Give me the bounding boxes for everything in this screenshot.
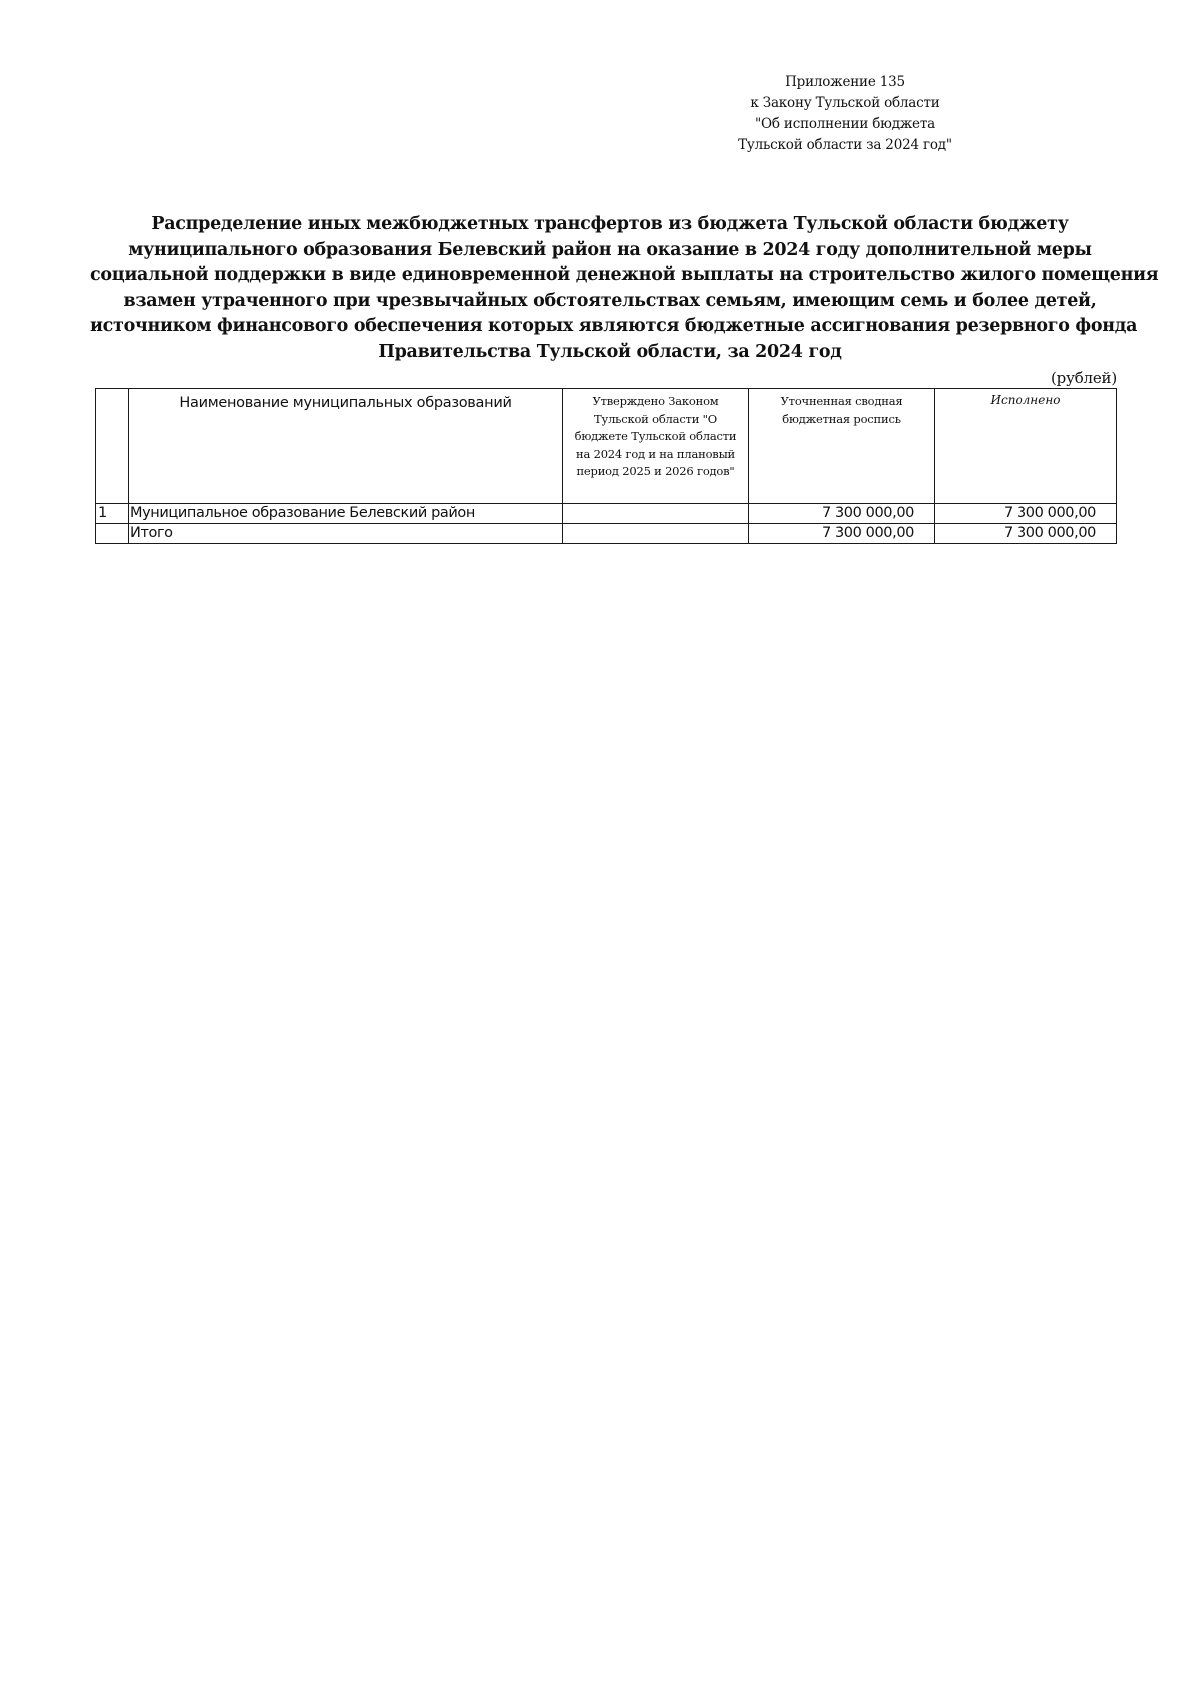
table-total-row [96,524,1117,544]
header-approved-line: на 2024 год и на плановый [576,446,735,461]
appendix-line: "Об исполнении бюджета [755,116,935,132]
appendix-line: Приложение 135 [785,74,905,90]
row-index: 1 [96,504,129,524]
title-line: Распределение иных межбюджетных трансфертов из бюджета Тульской области бюджету [151,214,1069,234]
title-line: взамен утраченного при чрезвычайных обстоятельствах семьям, имеющим семь и более детей, [123,290,1097,311]
units-label: (рублей) [1051,369,1117,387]
total-name: Итого [129,524,563,544]
header-approved-line: Утверждено Законом [592,394,719,408]
header-name: Наименование муниципальных образований [129,389,563,504]
header-index [96,389,129,504]
transfers-table [95,388,1117,544]
row-approved [563,504,749,524]
header-refined-line: Уточненная сводная [780,394,903,408]
header-executed: Исполнено [935,389,1117,504]
title-line: социальной поддержки в виде единовременной денежной выплаты на строительство жилого помещения [90,265,1159,285]
total-refined: 7 300 000,00 [749,524,935,544]
header-approved-line: период 2025 и 2026 годов" [576,464,735,478]
row-name: Муниципальное образование Белевский район [129,504,563,524]
total-executed: 7 300 000,00 [935,524,1117,544]
table-header-row [96,389,1117,504]
table-row [96,504,1117,524]
appendix-line: к Закону Тульской области [750,95,940,111]
header-refined [749,389,935,504]
document-title [90,212,1159,365]
header-approved-line: Тульской области "О [594,411,717,426]
row-refined: 7 300 000,00 [749,504,935,524]
total-index [96,524,129,544]
title-line: источником финансового обеспечения которых являются бюджетные ассигнования резервного фонда [90,316,1138,336]
header-approved [563,389,749,504]
row-executed: 7 300 000,00 [935,504,1117,524]
title-line: муниципального образования Белевский район на оказание в 2024 году дополнительной меры [128,239,1092,260]
header-approved-line: бюджете Тульской области [574,429,737,443]
appendix-line: Тульской области за 2024 год" [738,137,952,153]
header-refined-line: бюджетная роспись [782,411,901,426]
appendix-reference [690,72,1000,156]
title-line: Правительства Тульской области, за 2024 год [378,341,842,362]
total-approved [563,524,749,544]
